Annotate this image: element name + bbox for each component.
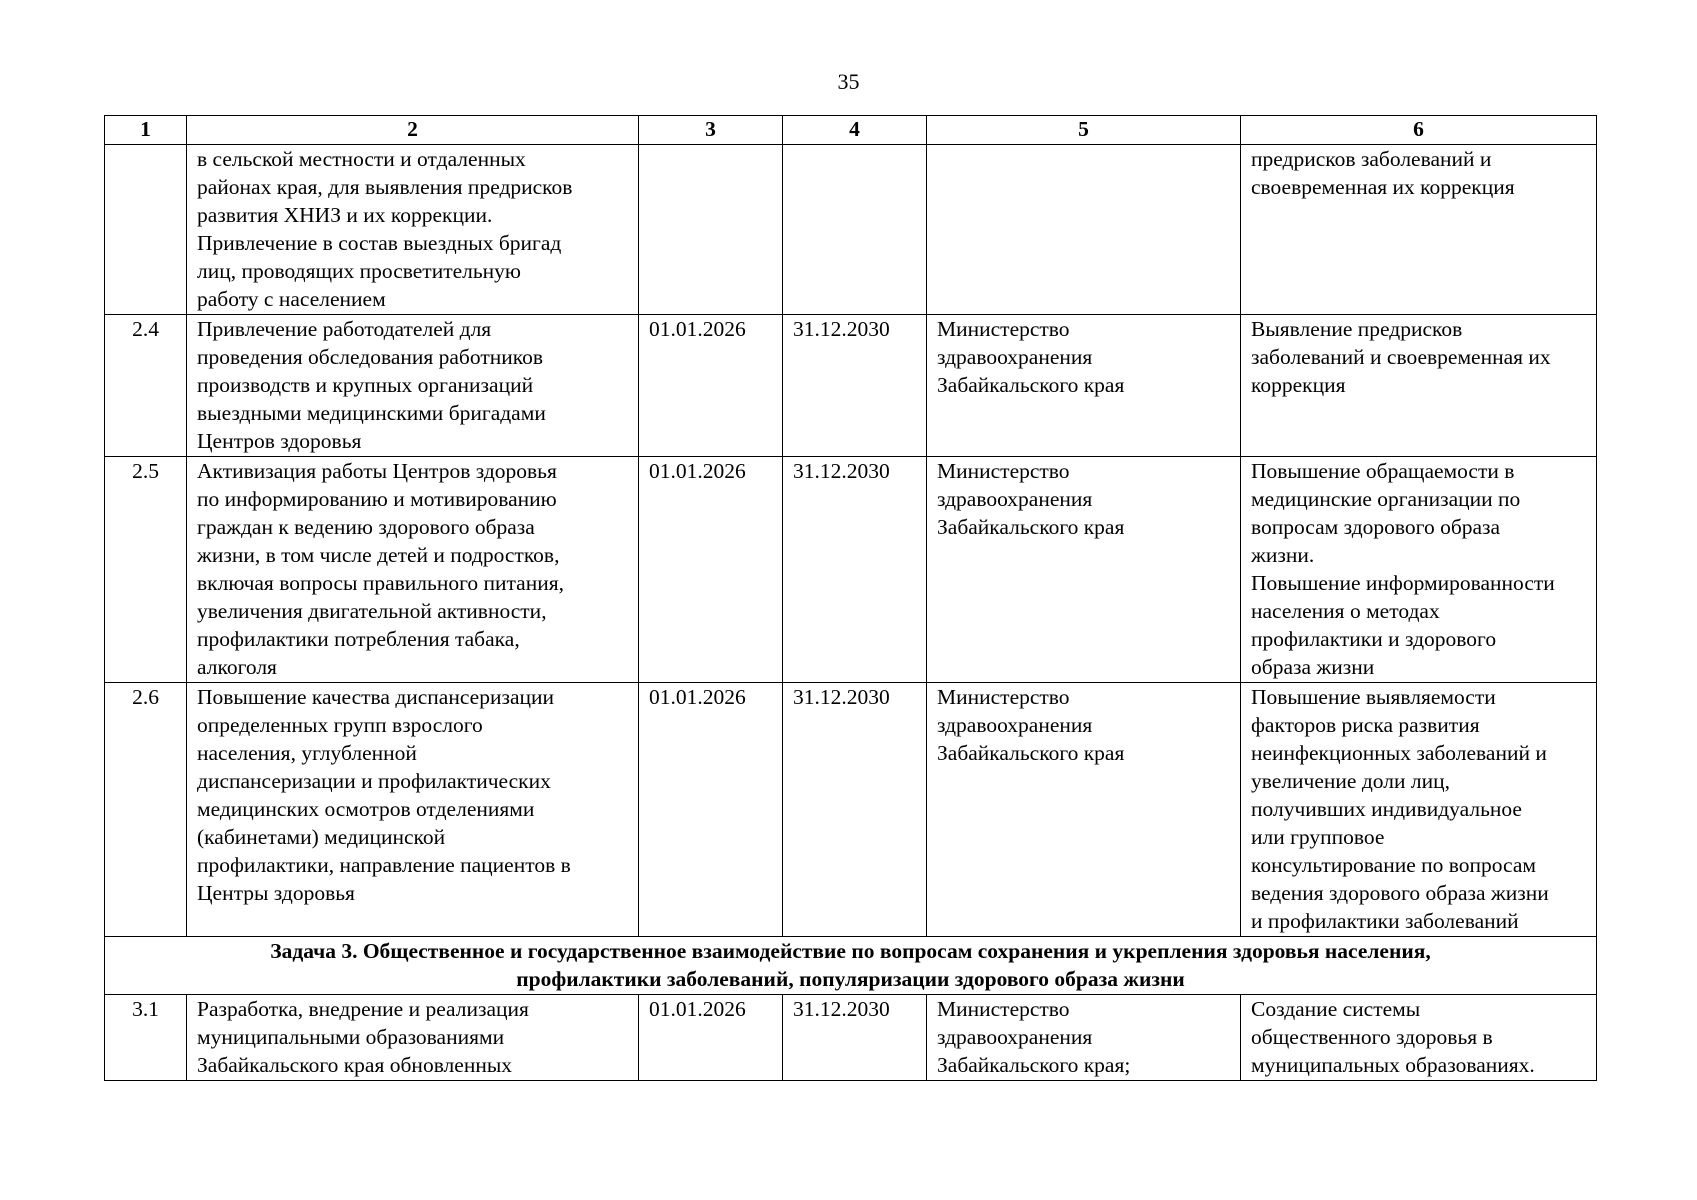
header-col-3: 3 bbox=[639, 116, 783, 145]
responsible-line: Забайкальского края bbox=[937, 741, 1125, 765]
responsible-line: Забайкальского края bbox=[937, 515, 1125, 539]
page-number: 35 bbox=[837, 69, 860, 94]
responsible-line: Забайкальского края bbox=[937, 373, 1125, 397]
row-number: 2.4 bbox=[105, 315, 187, 457]
result-line: неинфекционных заболеваний и bbox=[1251, 741, 1547, 765]
task-3-line: Задача 3. Общественное и государственное взаимодействие по вопросам сохранения и укрепления здоровья населения, bbox=[270, 939, 1431, 963]
row-number bbox=[105, 145, 187, 315]
responsible-line: здравоохранения bbox=[937, 345, 1093, 369]
activity-cell bbox=[187, 995, 639, 1081]
activity-line: проведения обследования работников bbox=[197, 345, 544, 369]
row-number: 3.1 bbox=[105, 995, 187, 1081]
result-line: заболеваний и своевременная их bbox=[1251, 345, 1551, 369]
activity-line: производств и крупных организаций bbox=[197, 373, 534, 397]
task-3-row bbox=[105, 937, 1597, 995]
table-row-3-1 bbox=[105, 995, 1597, 1081]
result-line: предрисков заболеваний и bbox=[1251, 147, 1492, 171]
activity-line: профилактики потребления табака, bbox=[197, 627, 520, 651]
plan-table bbox=[104, 115, 1597, 1081]
responsible-cell bbox=[927, 315, 1241, 457]
activity-line: Активизация работы Центров здоровья bbox=[197, 459, 557, 483]
end-date-cell: 31.12.2030 bbox=[783, 315, 927, 457]
result-cell bbox=[1241, 145, 1597, 315]
result-cell bbox=[1241, 995, 1597, 1081]
result-line: Повышение выявляемости bbox=[1251, 685, 1496, 709]
responsible-line: Министерство bbox=[937, 685, 1070, 709]
start-date-cell: 01.01.2026 bbox=[639, 315, 783, 457]
activity-line: выездными медицинскими бригадами bbox=[197, 401, 546, 425]
result-line: коррекция bbox=[1251, 373, 1346, 397]
result-line: Выявление предрисков bbox=[1251, 317, 1463, 341]
result-line: населения о методах bbox=[1251, 599, 1440, 623]
task-3-line: профилактики заболеваний, популяризации здорового образа жизни bbox=[516, 967, 1185, 991]
result-line: и профилактики заболеваний bbox=[1251, 909, 1519, 933]
responsible-line: Забайкальского края; bbox=[937, 1053, 1131, 1077]
activity-line: лиц, проводящих просветительную bbox=[197, 259, 521, 283]
responsible-line: здравоохранения bbox=[937, 1025, 1093, 1049]
start-date-cell: 01.01.2026 bbox=[639, 683, 783, 937]
result-line: общественного здоровья в bbox=[1251, 1025, 1493, 1049]
result-line: факторов риска развития bbox=[1251, 713, 1480, 737]
header-col-1: 1 bbox=[105, 116, 187, 145]
responsible-cell bbox=[927, 995, 1241, 1081]
result-line: образа жизни bbox=[1251, 655, 1375, 679]
activity-line: в сельской местности и отдаленных bbox=[197, 147, 526, 171]
result-line: вопросам здорового образа bbox=[1251, 515, 1501, 539]
result-line: муниципальных образованиях. bbox=[1251, 1053, 1535, 1077]
activity-line: (кабинетами) медицинской bbox=[197, 825, 446, 849]
result-line: жизни. bbox=[1251, 543, 1315, 567]
responsible-cell bbox=[927, 457, 1241, 683]
responsible-line: здравоохранения bbox=[937, 713, 1093, 737]
end-date-cell: 31.12.2030 bbox=[783, 683, 927, 937]
result-line: увеличение доли лиц, bbox=[1251, 769, 1450, 793]
activity-line: Привлечение в состав выездных бригад bbox=[197, 231, 562, 255]
activity-line: алкоголя bbox=[197, 655, 277, 679]
result-line: консультирование по вопросам bbox=[1251, 853, 1537, 877]
activity-line: населения, углубленной bbox=[197, 741, 417, 765]
activity-line: Центры здоровья bbox=[197, 881, 355, 905]
activity-line: районах края, для выявления предрисков bbox=[197, 175, 573, 199]
activity-line: медицинских осмотров отделениями bbox=[197, 797, 535, 821]
activity-line: Центров здоровья bbox=[197, 429, 362, 453]
row-number: 2.5 bbox=[105, 457, 187, 683]
activity-line: муниципальными образованиями bbox=[197, 1025, 505, 1049]
result-line: Повышение информированности bbox=[1251, 571, 1555, 595]
activity-cell bbox=[187, 683, 639, 937]
responsible-cell bbox=[927, 683, 1241, 937]
activity-line: Повышение качества диспансеризации bbox=[197, 685, 555, 709]
activity-line: работу с населением bbox=[197, 287, 386, 311]
activity-cell bbox=[187, 457, 639, 683]
activity-cell bbox=[187, 145, 639, 315]
responsible-cell bbox=[927, 145, 1241, 315]
start-date-cell: 01.01.2026 bbox=[639, 457, 783, 683]
activity-line: развития ХНИЗ и их коррекции. bbox=[197, 203, 493, 227]
result-cell bbox=[1241, 457, 1597, 683]
activity-line: диспансеризации и профилактических bbox=[197, 769, 551, 793]
task-3-heading bbox=[105, 937, 1597, 995]
header-col-5: 5 bbox=[927, 116, 1241, 145]
result-line: получивших индивидуальное bbox=[1251, 797, 1522, 821]
result-cell bbox=[1241, 683, 1597, 937]
activity-line: определенных групп взрослого bbox=[197, 713, 483, 737]
result-line: ведения здорового образа жизни bbox=[1251, 881, 1549, 905]
responsible-line: Министерство bbox=[937, 317, 1070, 341]
activity-line: граждан к ведению здорового образа bbox=[197, 515, 535, 539]
activity-line: Разработка, внедрение и реализация bbox=[197, 997, 529, 1021]
end-date-cell: 31.12.2030 bbox=[783, 995, 927, 1081]
result-line: медицинские организации по bbox=[1251, 487, 1521, 511]
end-date-cell bbox=[783, 145, 927, 315]
result-cell bbox=[1241, 315, 1597, 457]
table-row-2-6 bbox=[105, 683, 1597, 937]
activity-line: Привлечение работодателей для bbox=[197, 317, 492, 341]
result-line: Повышение обращаемости в bbox=[1251, 459, 1515, 483]
result-line: своевременная их коррекция bbox=[1251, 175, 1515, 199]
responsible-line: здравоохранения bbox=[937, 487, 1093, 511]
result-line: профилактики и здорового bbox=[1251, 627, 1497, 651]
row-number: 2.6 bbox=[105, 683, 187, 937]
activity-line: Забайкальского края обновленных bbox=[197, 1053, 513, 1077]
activity-line: включая вопросы правильного питания, bbox=[197, 571, 564, 595]
header-col-6: 6 bbox=[1241, 116, 1597, 145]
table-row-continuation bbox=[105, 145, 1597, 315]
header-col-2: 2 bbox=[187, 116, 639, 145]
start-date-cell bbox=[639, 145, 783, 315]
table-row-2-4 bbox=[105, 315, 1597, 457]
result-line: или групповое bbox=[1251, 825, 1385, 849]
result-line: Создание системы bbox=[1251, 997, 1421, 1021]
activity-line: по информированию и мотивированию bbox=[197, 487, 557, 511]
activity-line: увеличения двигательной активности, bbox=[197, 599, 547, 623]
activity-line: профилактики, направление пациентов в bbox=[197, 853, 571, 877]
table-header-row bbox=[105, 116, 1597, 145]
start-date-cell: 01.01.2026 bbox=[639, 995, 783, 1081]
activity-line: жизни, в том числе детей и подростков, bbox=[197, 543, 560, 567]
responsible-line: Министерство bbox=[937, 459, 1070, 483]
responsible-line: Министерство bbox=[937, 997, 1070, 1021]
end-date-cell: 31.12.2030 bbox=[783, 457, 927, 683]
header-col-4: 4 bbox=[783, 116, 927, 145]
activity-cell bbox=[187, 315, 639, 457]
table-row-2-5 bbox=[105, 457, 1597, 683]
